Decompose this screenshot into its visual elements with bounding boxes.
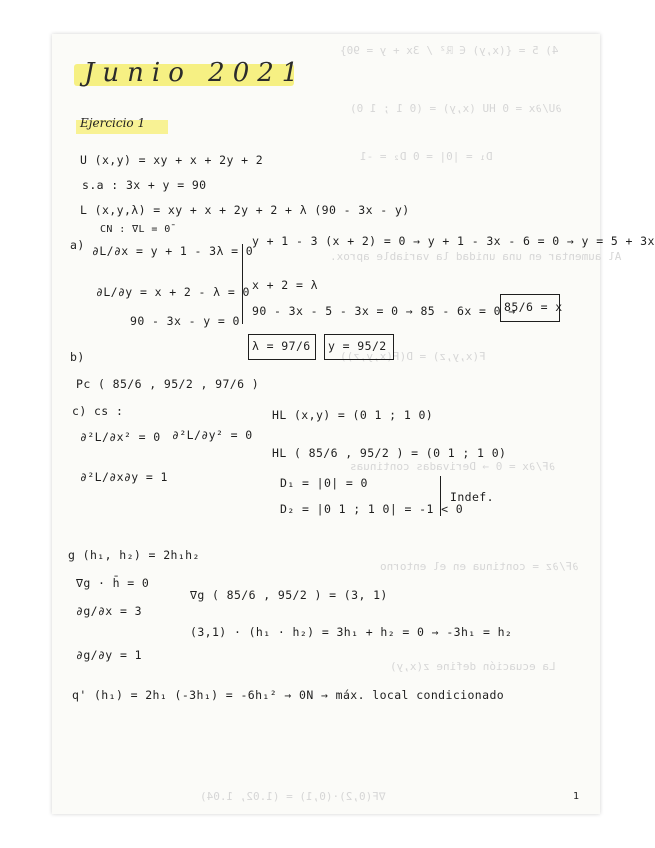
partial-g-y: ∂g/∂y = 1 bbox=[76, 648, 142, 662]
result-y: y = 95/2 bbox=[328, 339, 387, 353]
second-partial-xx: ∂²L/∂x² = 0 bbox=[80, 430, 161, 444]
partial-l-x: ∂L/∂x = y + 1 - 3λ = 0 bbox=[92, 244, 254, 258]
partial-l-lambda: 90 - 3x - y = 0 bbox=[130, 314, 240, 328]
conclusion: q' (h₁) = 2h₁ (-3h₁) = -6h₁² → 0N → máx. local condicionado bbox=[72, 688, 505, 702]
system-line-1: y + 1 - 3 (x + 2) = 0 → y + 1 - 3x - 6 = 0 → y = 5 + 3x bbox=[252, 234, 655, 248]
system-brace bbox=[242, 244, 249, 324]
bleed-through-text: F(x,y,z) = D(F(x,y,z)) bbox=[340, 350, 486, 363]
second-partial-xy: ∂²L/∂x∂y = 1 bbox=[80, 470, 168, 484]
result-lambda: λ = 97/6 bbox=[252, 339, 311, 353]
section-title: Ejercicio 1 bbox=[80, 116, 146, 130]
part-c-label: c) cs : bbox=[72, 404, 124, 418]
minor-d1: D₁ = |0| = 0 bbox=[280, 476, 368, 490]
gradient-g: ∇g ( 85/6 , 95/2 ) = (3, 1) bbox=[190, 588, 388, 602]
page-title: Junio 2021 bbox=[84, 58, 307, 88]
hessian: HL (x,y) = (0 1 ; 1 0) bbox=[272, 408, 434, 422]
bleed-through-text: 4) 5 = {(x,y) ∈ ℝ² / 3x + y = 90} bbox=[340, 44, 559, 57]
indef-brace bbox=[440, 476, 447, 516]
system-line-2: x + 2 = λ bbox=[252, 278, 318, 292]
bleed-through-text: ∂U/∂x = 0 HU (x,y) = (0 1 ; 1 0) bbox=[350, 102, 562, 115]
lagrangian: L (x,y,λ) = xy + x + 2y + 2 + λ (90 - 3x - y) bbox=[80, 203, 410, 217]
indefinite-label: Indef. bbox=[450, 490, 494, 504]
system-line-3: 90 - 3x - 5 - 3x = 0 → 85 - 6x = 0 → bbox=[252, 304, 516, 318]
minor-d2: D₂ = |0 1 ; 1 0| = -1 < 0 bbox=[280, 502, 464, 516]
bleed-through-text: D₁ = |0| = 0 D₂ = -1 bbox=[360, 150, 493, 163]
part-b-label: b) bbox=[70, 350, 85, 364]
critical-point: Pc ( 85/6 , 95/2 , 97/6 ) bbox=[76, 377, 260, 391]
partial-g-x: ∂g/∂x = 3 bbox=[76, 604, 142, 618]
bleed-through-text: La ecuación define z(x,y) bbox=[390, 660, 556, 673]
partial-l-y: ∂L/∂y = x + 2 - λ = 0 bbox=[96, 285, 250, 299]
necessary-condition: CN : ∇L = 0̄ bbox=[100, 224, 171, 235]
bleed-through-text: ∂F/∂x = 0 → Derivadas continuas bbox=[350, 460, 556, 473]
hessian-at-point: HL ( 85/6 , 95/2 ) = (0 1 ; 1 0) bbox=[272, 446, 507, 460]
bleed-through-text: ∂F/∂z = continua en el entorno bbox=[380, 560, 579, 573]
result-x: 85/6 = x bbox=[504, 300, 563, 314]
tangent-equation: (3,1) · (h₁ · h₂) = 3h₁ + h₂ = 0 → -3h₁ = h₂ bbox=[190, 625, 513, 639]
second-partial-yy: ∂²L/∂y² = 0 bbox=[172, 428, 253, 442]
page-number: 1 bbox=[573, 791, 580, 802]
bleed-through-text: Al aumentar en una unidad la variable aprox. bbox=[330, 250, 622, 263]
constraint: s.a : 3x + y = 90 bbox=[82, 178, 207, 192]
utility-function: U (x,y) = xy + x + 2y + 2 bbox=[80, 153, 264, 167]
gradient-dot-h: ∇g · h̄ = 0 bbox=[76, 576, 150, 590]
part-a-label: a) bbox=[70, 238, 85, 252]
quadratic-form: g (h₁, h₂) = 2h₁h₂ bbox=[68, 548, 200, 562]
bleed-through-text: ∇F(0,2)·(0,1) = (1.02, 1.04) bbox=[200, 790, 386, 803]
